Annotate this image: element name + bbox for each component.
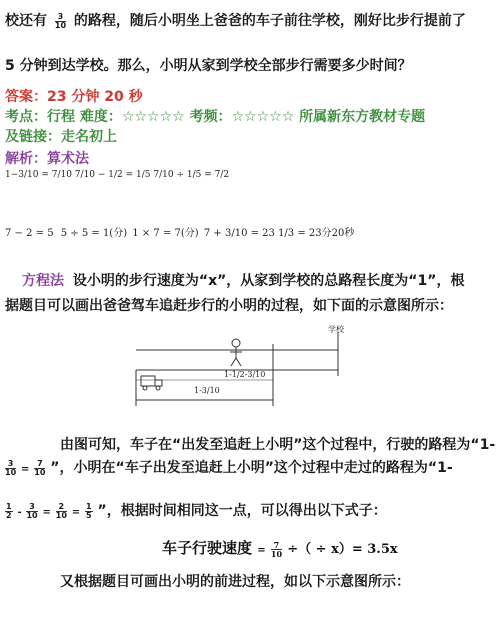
formula-line-1: 1−3/10 = 7/10 7/10 − 1/2 = 1/5 7/10 ÷ 1/5 = 7/2 <box>5 170 230 180</box>
meta-line-1: 考点：行程 难度：☆☆☆☆☆ 考频：☆☆☆☆☆ 所属新东方教材专题 <box>5 109 426 125</box>
fraction: $\frac{7}{10}$ <box>270 539 283 559</box>
equation-method-label: 方程法 <box>22 273 64 289</box>
fraction: $\frac{1}{2}$ <box>6 501 12 520</box>
speed-equation: 车子行驶速度 = $\frac{7}{10}$ ÷（ ÷ x）= 3.5x <box>162 539 398 559</box>
speed-equation-label: 车子行驶速度 <box>162 539 253 557</box>
car-icon <box>141 376 162 390</box>
para3-line-3: $\frac{1}{2}$ - $\frac{3}{10}$ = $\frac{2}{10}$ = $\frac{1}{5}$ ”，根据时间相同这一点，可以得出以下式子： <box>6 501 387 520</box>
car-distance-label: 1-3/10 <box>194 386 220 395</box>
last-line: 又根据题目可画出小明的前进过程，如以下示意图所示： <box>60 574 410 590</box>
problem-text: 的路程，随后小明坐上爸爸的车子前往学校，刚好比步行提前了 <box>73 13 466 29</box>
equation-method-line-1: 方程法 设小明的步行速度为“x”，从家到学校的总路程长度为“1”，根 <box>22 273 465 289</box>
fraction: $\frac{7}{10}$ <box>34 458 46 477</box>
person-distance-label: 1-1/2-3/10 <box>224 370 266 379</box>
para3-line-1: 由图可知，车子在“出发至追赶上小明”这个过程中，行驶的路程为“1- <box>60 437 496 453</box>
chase-diagram <box>0 318 502 418</box>
para3-line-2: $\frac{3}{10}$ = $\frac{7}{10}$ ”，小明在“车子出发至追赶上小明”这个过程中走过的路程为“1- <box>5 458 453 477</box>
problem-text: 校还有 <box>5 13 47 29</box>
fraction: $\frac{1}{5}$ <box>86 501 92 520</box>
problem-line-2: 5 分钟到达学校。那么，小明从家到学校全部步行需要多少时间？ <box>5 58 412 74</box>
analysis-label: 解析：算术法 <box>5 151 89 167</box>
formula-line-2: 7 − 2 = 5 5 ÷ 5 = 1(分) 1 × 7 = 7(分) 7 + 3/10 = 23 1/3 = 23分20秒 <box>5 228 355 239</box>
person-icon <box>230 339 242 366</box>
fraction: $\frac{3}{10}$ <box>54 11 67 30</box>
school-label: 学校 <box>328 325 344 334</box>
answer: 答案：23 分钟 20 秒 <box>5 89 143 105</box>
problem-line-1 <box>5 10 466 30</box>
fraction: $\frac{2}{10}$ <box>55 501 67 520</box>
meta-line-2: 及链接：走名初上 <box>5 129 117 145</box>
fraction: $\frac{3}{10}$ <box>26 501 38 520</box>
speed-equation-result: ÷（ ÷ x）= 3.5x <box>287 542 398 557</box>
equation-method-line-2: 据题目可以画出爸爸驾车追赶步行的小明的过程，如下面的示意图所示： <box>5 298 453 314</box>
fraction: $\frac{3}{10}$ <box>5 458 17 477</box>
